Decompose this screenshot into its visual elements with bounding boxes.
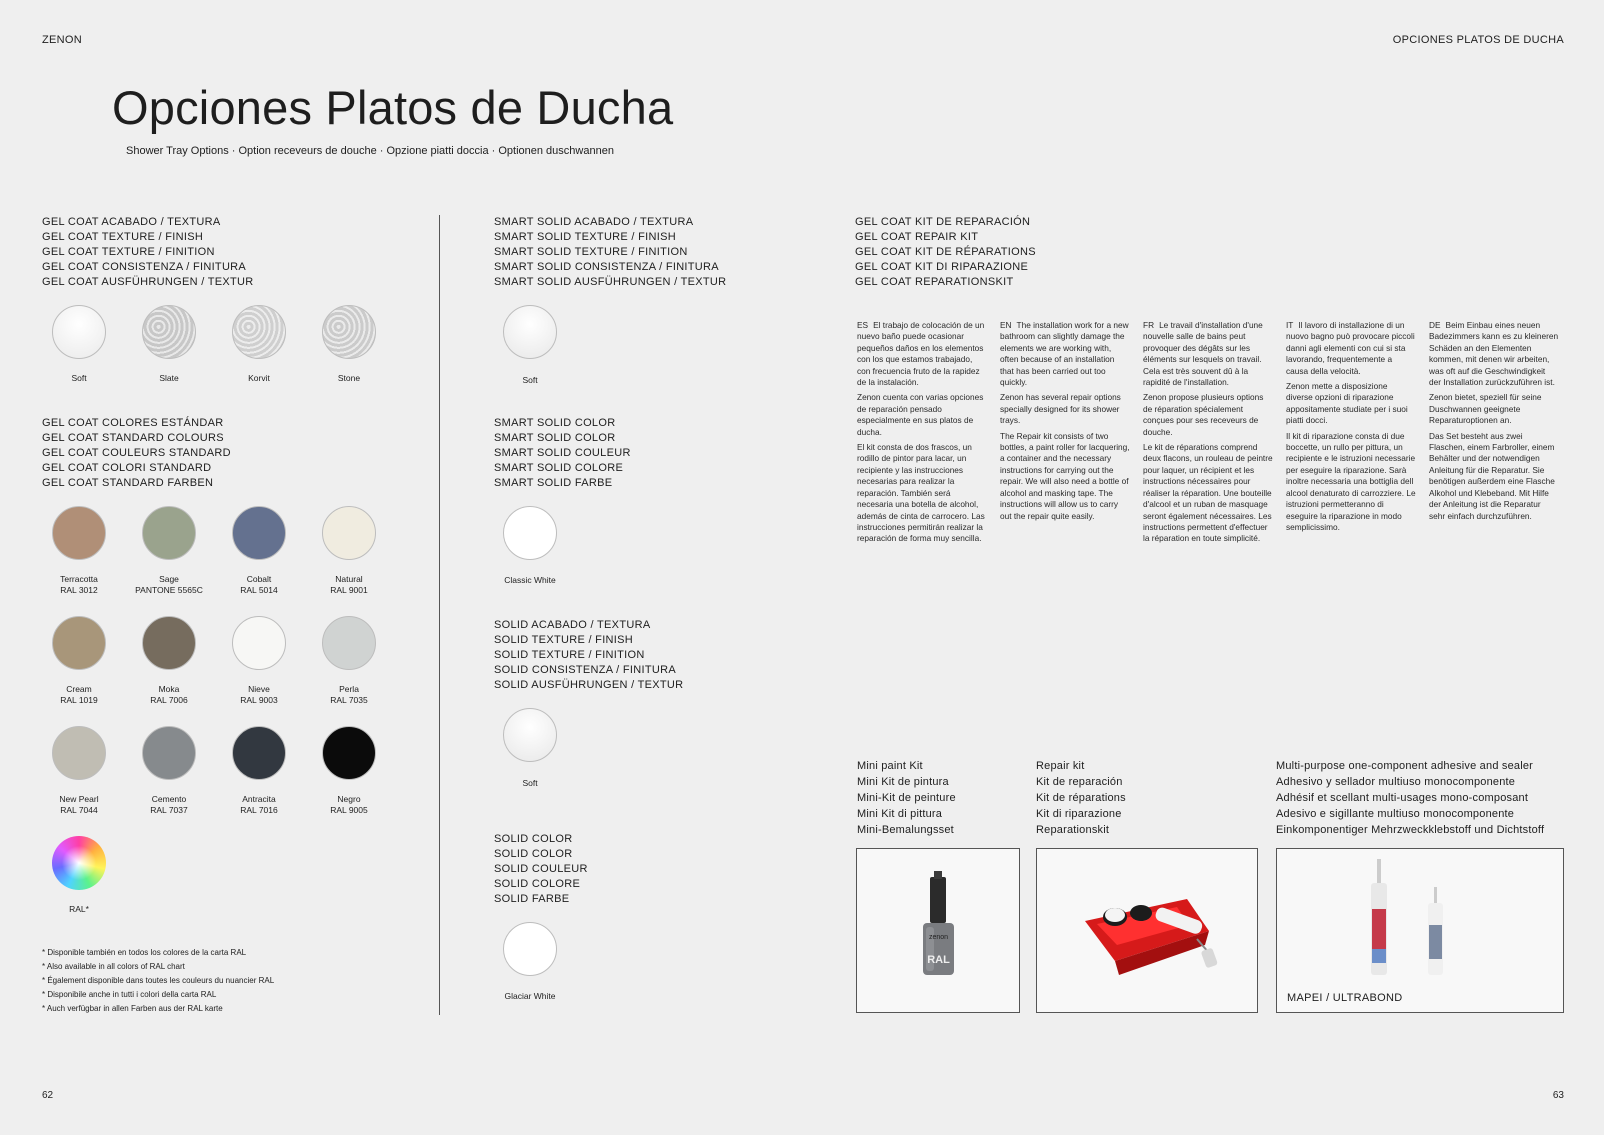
- paragraph-text: Beim Einbau eines neuen Badezimmers kann es zu kleineren Schäden an den Elementen kommen, mit denen wir arbeiten, was oft auf die Geschwindigkeit der Installation zurückzuführen ist.: [1429, 320, 1559, 388]
- repair-kit-list: [1036, 758, 1126, 838]
- heading-line: GEL COAT TEXTURE / FINITION: [42, 246, 215, 258]
- swatch-name: Stone: [337, 373, 361, 383]
- repair-text-en: [1000, 320, 1130, 526]
- paragraph-text: Zenon has several repair options specially designed for its shower trays.: [1000, 392, 1121, 426]
- repair-text-fr: [1143, 320, 1273, 549]
- heading-line: GEL COAT STANDARD FARBEN: [42, 477, 214, 489]
- heading-line: GEL COAT KIT DE RÉPARATIONS: [855, 246, 1036, 258]
- bottle-brand: zenon: [928, 934, 949, 941]
- swatch-label: [294, 794, 404, 816]
- kit-line: Mini Kit di pittura: [857, 808, 943, 820]
- swatch-code: RAL 9001: [330, 585, 368, 595]
- kit-line: Reparationskit: [1036, 824, 1110, 836]
- heading-line: SMART SOLID ACABADO / TEXTURA: [494, 216, 694, 228]
- swatch-soft: [52, 305, 106, 359]
- swatch-code: RAL 1019: [60, 695, 98, 705]
- heading-line: SOLID FARBE: [494, 893, 570, 905]
- swatch-label: Classic White: [504, 575, 556, 585]
- language-code: IT: [1286, 320, 1294, 330]
- footnote: * Disponible también en todos los colores de la carta RAL: [42, 948, 247, 957]
- smart-texture-heading: [494, 215, 726, 290]
- swatch-name: Sage: [159, 574, 179, 584]
- heading-line: GEL COAT KIT DE REPARACIÓN: [855, 216, 1031, 228]
- paragraph: [1286, 320, 1416, 377]
- repair-text-it: [1286, 320, 1416, 537]
- swatch-label: Soft: [522, 375, 538, 385]
- swatch-name: RAL*: [69, 904, 89, 914]
- heading-line: SOLID TEXTURE / FINITION: [494, 649, 645, 661]
- footnote: * Also available in all colors of RAL chart: [42, 962, 185, 971]
- footnote: * Disponibile anche in tutti i colori della carta RAL: [42, 990, 217, 999]
- heading-line: GEL COAT REPAIR KIT: [855, 231, 979, 243]
- swatch-sage: [142, 506, 196, 560]
- swatch-classic-white: [503, 506, 557, 560]
- page-title: Opciones Platos de Ducha: [112, 81, 674, 134]
- paragraph: [857, 442, 987, 545]
- repair-kit-box: [1036, 848, 1258, 1013]
- running-header-left: ZENON: [42, 34, 82, 46]
- footnotes: [42, 946, 274, 1016]
- paragraph: [1429, 392, 1559, 426]
- kit-line: Kit di riparazione: [1036, 808, 1122, 820]
- gel-texture-heading: [42, 215, 254, 290]
- gel-colours-heading: [42, 416, 231, 491]
- swatch-slate: [142, 305, 196, 359]
- heading-line: SMART SOLID FARBE: [494, 477, 613, 489]
- swatch-perla: [322, 616, 376, 670]
- page-number-left: 62: [42, 1090, 54, 1101]
- mini-paint-kit-box: [856, 848, 1020, 1013]
- kit-line: Mini-Kit de peinture: [857, 792, 956, 804]
- heading-line: SOLID COLOR: [494, 848, 573, 860]
- swatch-name: Terracotta: [60, 574, 98, 584]
- swatch-name: Natural: [335, 574, 363, 584]
- swatch-name: Soft: [71, 373, 87, 383]
- swatch-korvit: [232, 305, 286, 359]
- paragraph: [1143, 320, 1273, 388]
- language-code: EN: [1000, 320, 1012, 330]
- page-number-right: 63: [1552, 1090, 1564, 1101]
- repair-text-es: [857, 320, 987, 549]
- heading-line: GEL COAT AUSFÜHRUNGEN / TEXTUR: [42, 276, 254, 288]
- paragraph-text: Il kit di riparazione consta di due boccette, un rullo per pittura, un recipiente e le istruzioni necessarie per eseguire la riparazione. Sarà inoltre necessaria una bottiglia dell alcool denaturato di carrozziere. Le istruzioni permetteranno di eseguire la riparazione in modo semplicissimo.: [1286, 430, 1416, 532]
- swatch-terracotta: [52, 506, 106, 560]
- adhesive-caption: MAPEI / ULTRABOND: [1287, 992, 1403, 1004]
- kit-line: Kit de réparations: [1036, 792, 1126, 804]
- kit-line: Einkomponentiger Mehrzweckklebstoff und Dichtstoff: [1276, 824, 1545, 836]
- paragraph-text: El kit consta de dos frascos, un rodillo de pintor para lacar, un recipiente y las instrucciones necesarias para realizar la reparación. También será necesaria una botella de alcohol, además de cinta de carrocero. Las instrucciones permitirán realizar la reparación de forma muy sencilla.: [857, 442, 985, 544]
- kit-line: Adesivo e sigillante multiuso monocomponente: [1276, 808, 1515, 820]
- language-code: ES: [857, 320, 869, 330]
- paragraph: [1429, 320, 1559, 388]
- heading-line: GEL COAT KIT DI RIPARAZIONE: [855, 261, 1029, 273]
- kit-line: Repair kit: [1036, 760, 1085, 772]
- swatch-code: RAL 7006: [150, 695, 188, 705]
- kit-line: Mini-Bemalungsset: [857, 824, 954, 836]
- swatch-label: Soft: [522, 778, 538, 788]
- swatch-label: [294, 373, 404, 384]
- paragraph-text: The installation work for a new bathroom can slightly damage the elements we are working with, often because of an installation that has been carried out too quickly.: [1000, 320, 1129, 388]
- swatch-nieve: [232, 616, 286, 670]
- paragraph: [1286, 431, 1416, 534]
- swatch-name: Korvit: [248, 373, 270, 383]
- swatch-name: Moka: [158, 684, 180, 694]
- heading-line: GEL COAT COLORI STANDARD: [42, 462, 212, 474]
- swatch-code: PANTONE 5565C: [135, 585, 203, 595]
- kit-line: Adhésif et scellant multi-usages mono-composant: [1276, 792, 1529, 804]
- paragraph: [857, 320, 987, 388]
- swatch-cobalt: [232, 506, 286, 560]
- paragraph: [1143, 442, 1273, 545]
- swatch-code: RAL 7035: [330, 695, 368, 705]
- swatch-solid-soft: [503, 708, 557, 762]
- swatch-code: RAL 3012: [60, 585, 98, 595]
- swatch-name: Cobalt: [246, 574, 272, 584]
- swatch-code: RAL 7037: [150, 805, 188, 815]
- swatch-label: Glaciar White: [504, 991, 556, 1001]
- swatch-smart-soft: [503, 305, 557, 359]
- paragraph-text: Zenon bietet, speziell für seine Duschwannen geeignete Reparaturoptionen an.: [1429, 392, 1542, 426]
- paragraph: [1429, 431, 1559, 522]
- mini-kit-list: [857, 758, 956, 838]
- language-code: FR: [1143, 320, 1155, 330]
- kit-line: Mini Kit de pintura: [857, 776, 949, 788]
- heading-line: SMART SOLID CONSISTENZA / FINITURA: [494, 261, 719, 273]
- heading-line: SOLID COLORE: [494, 878, 581, 890]
- paragraph-text: Le travail d'installation d'une nouvelle salle de bains peut provoquer des dégâts sur les éléments sur lesquels on travail. Cela est très souvent dû à la rapidité de l'installation.: [1143, 320, 1263, 388]
- heading-line: SOLID AUSFÜHRUNGEN / TEXTUR: [494, 679, 684, 691]
- heading-line: GEL COAT STANDARD COLOURS: [42, 432, 224, 444]
- swatch-cemento: [142, 726, 196, 780]
- swatch-stone: [322, 305, 376, 359]
- heading-line: SMART SOLID COLOR: [494, 417, 616, 429]
- swatch-negro: [322, 726, 376, 780]
- adhesive-tubes-image: [1277, 849, 1565, 989]
- swatch-name: Negro: [337, 794, 361, 804]
- paragraph-text: Il lavoro di installazione di un nuovo bagno può provocare piccoli danni agli elementi con cui si sta lavorando, frequentemente a causa della velocità.: [1286, 320, 1415, 376]
- swatch-label: [24, 904, 134, 915]
- kit-line: Adhesivo y sellador multiuso monocomponente: [1276, 776, 1516, 788]
- heading-line: SOLID CONSISTENZA / FINITURA: [494, 664, 676, 676]
- swatch-name: Perla: [339, 684, 359, 694]
- paragraph-text: Le kit de réparations comprend deux flacons, un rouleau de peintre pour laquer, un récipient et les instructions nécessaires pour réaliser la réparation. Une bouteille d'alcool et un ruban de masquage seront également nécessaires. Les instructions permettent d'effectuer la réparation en toute simplicité.: [1143, 442, 1273, 544]
- heading-line: SOLID TEXTURE / FINISH: [494, 634, 634, 646]
- paragraph-text: Zenon propose plusieurs options de réparation spécialement conçues pour ses receveurs de douche.: [1143, 392, 1264, 437]
- column-divider: [439, 215, 440, 1015]
- heading-line: SMART SOLID COLORE: [494, 462, 624, 474]
- heading-line: GEL COAT CONSISTENZA / FINITURA: [42, 261, 247, 273]
- swatch-label: [294, 684, 404, 706]
- heading-line: SMART SOLID TEXTURE / FINISH: [494, 231, 676, 243]
- swatch-code: RAL 9005: [330, 805, 368, 815]
- paragraph: [1000, 320, 1130, 388]
- swatch-name: Antracita: [242, 794, 276, 804]
- swatch-label: [294, 574, 404, 596]
- running-header-right: OPCIONES PLATOS DE DUCHA: [1392, 34, 1564, 46]
- paragraph: [1143, 392, 1273, 438]
- swatch-name: Cemento: [151, 794, 187, 804]
- adhesive-box: [1276, 848, 1564, 1013]
- bottle-ral-label: RAL: [927, 954, 950, 966]
- swatch-code: RAL 7044: [60, 805, 98, 815]
- kit-line: Mini paint Kit: [857, 760, 923, 772]
- paragraph-text: The Repair kit consists of two bottles, a paint roller for lacquering, a container and the necessary instructions for carrying out the repair. We will also need a bottle of alcohol and masking tape. The instructions will allow us to carry out the repair quite easily.: [1000, 430, 1130, 521]
- adhesive-list: [1276, 758, 1544, 838]
- heading-line: GEL COAT TEXTURE / FINISH: [42, 231, 204, 243]
- heading-line: GEL COAT COULEURS STANDARD: [42, 447, 231, 459]
- swatch-ral: [52, 836, 106, 890]
- swatch-code: RAL 5014: [240, 585, 278, 595]
- kit-line: Multi-purpose one-component adhesive and sealer: [1276, 760, 1534, 772]
- heading-line: GEL COAT REPARATIONSKIT: [855, 276, 1014, 288]
- paragraph-text: Das Set besteht aus zwei Flaschen, einem Farbroller, einem Behälter und der notwendigen Anleitung für die Reparatur. Sie benötigen außerdem eine Flasche Alkohol und Klebeband. Mit Hilfe der Anleitung ist die Reparatur sehr einfach durchzuführen.: [1429, 430, 1555, 521]
- swatch-moka: [142, 616, 196, 670]
- paragraph: [1000, 431, 1130, 522]
- swatch-glaciar-white: [503, 922, 557, 976]
- paragraph: [1286, 381, 1416, 427]
- repair-heading: [855, 215, 1036, 290]
- page-subtitle: Shower Tray Options · Option receveurs de douche · Opzione piatti doccia · Optionen duschwannen: [126, 145, 614, 157]
- nail-bottle-image: [857, 849, 1021, 1014]
- swatch-name: Cream: [66, 684, 92, 694]
- kit-line: Kit de reparación: [1036, 776, 1123, 788]
- heading-line: SOLID ACABADO / TEXTURA: [494, 619, 651, 631]
- heading-line: SOLID COLOR: [494, 833, 573, 845]
- swatch-natural: [322, 506, 376, 560]
- swatch-cream: [52, 616, 106, 670]
- heading-line: GEL COAT ACABADO / TEXTURA: [42, 216, 221, 228]
- swatch-code: RAL 7016: [240, 805, 278, 815]
- swatch-name: Nieve: [248, 684, 270, 694]
- repair-text-de: [1429, 320, 1559, 526]
- swatch-name: New Pearl: [59, 794, 99, 804]
- swatch-new-pearl: [52, 726, 106, 780]
- heading-line: SMART SOLID COULEUR: [494, 447, 631, 459]
- heading-line: SMART SOLID TEXTURE / FINITION: [494, 246, 688, 258]
- paragraph-text: El trabajo de colocación de un nuevo baño puede ocasionar pequeños daños en los elementos con los que estamos trabajado, con frecuencia fruto de la rapidez de la instalación.: [857, 320, 985, 388]
- heading-line: SMART SOLID COLOR: [494, 432, 616, 444]
- footnote: * Auch verfügbar in allen Farben aus der RAL karte: [42, 1004, 223, 1013]
- paragraph-text: Zenon mette a disposizione diverse opzioni di riparazione appositamente studiate per i suoi piatti docci.: [1286, 381, 1408, 426]
- paragraph: [1000, 392, 1130, 426]
- paint-tray-image: [1037, 849, 1259, 1014]
- heading-line: SOLID COULEUR: [494, 863, 588, 875]
- solid-colour-heading: [494, 832, 588, 907]
- swatch-antracita: [232, 726, 286, 780]
- heading-line: SMART SOLID AUSFÜHRUNGEN / TEXTUR: [494, 276, 727, 288]
- solid-texture-heading: [494, 618, 683, 693]
- swatch-code: RAL 9003: [240, 695, 278, 705]
- footnote: * Également disponible dans toutes les couleurs du nuancier RAL: [42, 976, 275, 985]
- heading-line: GEL COAT COLORES ESTÁNDAR: [42, 417, 224, 429]
- language-code: DE: [1429, 320, 1441, 330]
- paragraph-text: Zenon cuenta con varias opciones de reparación pensado especialmente en sus platos de ducha.: [857, 392, 984, 437]
- paragraph: [857, 392, 987, 438]
- smart-colour-heading: [494, 416, 631, 491]
- swatch-name: Slate: [159, 373, 179, 383]
